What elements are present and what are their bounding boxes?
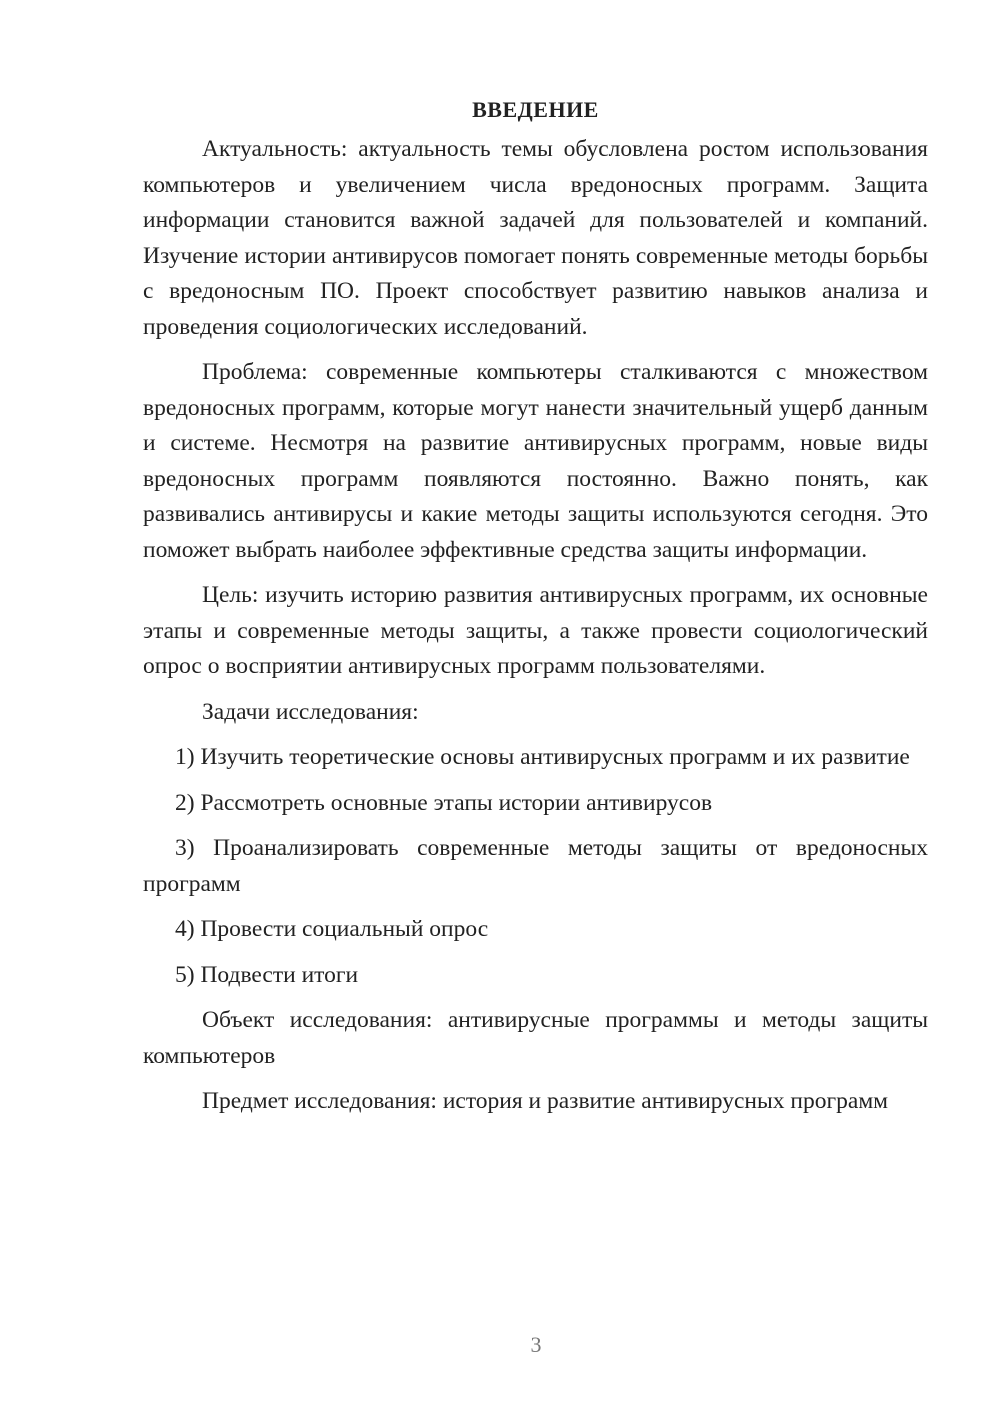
subject-paragraph: Предмет исследования: история и развитие антивирусных программ <box>202 1088 889 1114</box>
page-number: 3 <box>530 1332 542 1357</box>
tasks-title: Задачи исследования: <box>202 698 419 725</box>
relevance-paragraph: Актуальность: актуальность темы обусловлена ростом использования компьютеров и увеличением числа вредоносных программ. Защита информации становится важной задачей для пользователей и компаний. Изучение истории антивирусов помогает понять современные методы борьбы с вредоносным ПО. Проект способствует развитию навыков анализа и проведения социологических исследований. <box>143 136 928 340</box>
list-item: 2) Рассмотреть основные этапы истории антивирусов <box>175 789 713 816</box>
list-item: 3) Проанализировать современные методы защиты от вредоносных программ <box>143 835 928 897</box>
page-title: ВВЕДЕНИЕ <box>472 97 599 122</box>
tasks-list <box>143 740 928 993</box>
list-item: 4) Провести социальный опрос <box>175 916 489 942</box>
goal-paragraph: Цель: изучить историю развития антивирусных программ, их основные этапы и современные методы защиты, а также провести социологический опрос о восприятии антивирусных программ пользователями. <box>143 582 928 679</box>
list-item: 1) Изучить теоретические основы антивирусных программ и их развитие <box>175 744 910 770</box>
document-page <box>143 92 928 1130</box>
object-paragraph: Объект исследования: антивирусные программы и методы защиты компьютеров <box>143 1007 928 1069</box>
problem-paragraph: Проблема: современные компьютеры сталкиваются с множеством вредоносных программ, которые могут нанести значительный ущерб данным и системе. Несмотря на развитие антивирусных программ, новые виды вредоносных программ появляются постоянно. Важно понять, как развивались антивирусы и какие методы защиты используются сегодня. Это поможет выбрать наиболее эффективные средства защиты информации. <box>143 359 928 563</box>
list-item: 5) Подвести итоги <box>175 961 359 988</box>
